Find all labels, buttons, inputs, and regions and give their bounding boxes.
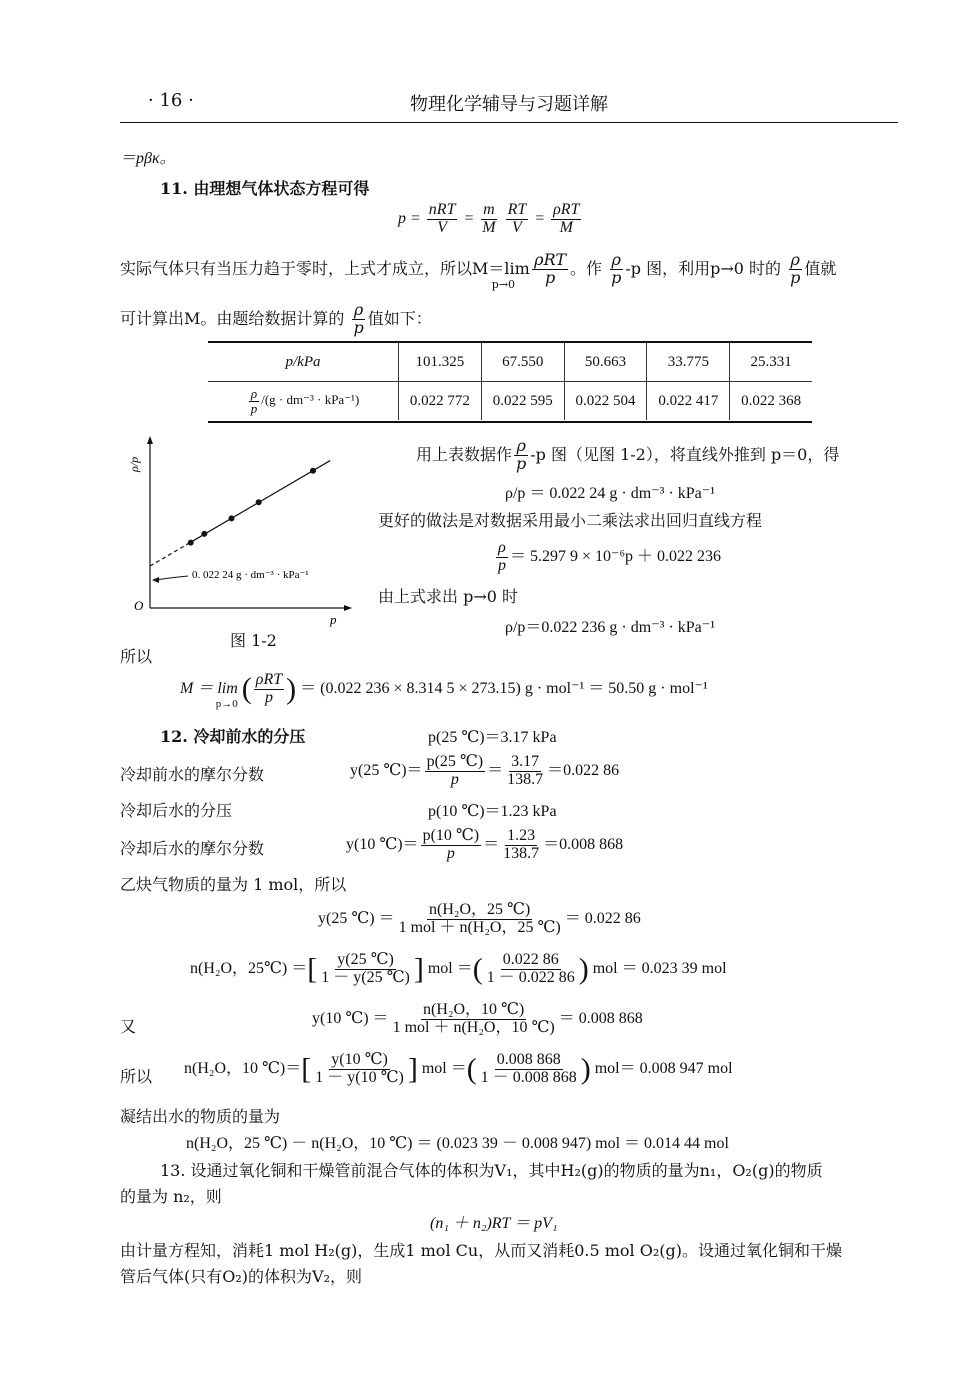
p12-line-c-label: 冷却后水的分压 (120, 801, 233, 820)
p12-line-g: n(H₂O，25 ℃) － n(H₂O，10 ℃) ＝ (0.023 39 － 0.008 947) mol ＝ 0.014 44 mol (186, 1135, 729, 1152)
equation-ideal-gas: p = $\frac{\text{nRT}}{V}$ = $\frac{m}{M}$ $\frac{RT}{V}$ = $\frac{\text{ρRT}}{M}$ (398, 201, 580, 236)
extrapolation-line (150, 542, 191, 566)
p12-eq-3: y(10 ℃) ＝ $\frac{\text{n(H₂O，10 ℃)}}{\text{1 mol ＋ n(H₂O，10 ℃)}}$ ＝ 0.008 868 (312, 1001, 643, 1036)
p12-line-e: 乙炔气物质的量为 1 mol，所以 (120, 875, 347, 894)
intercept-arrow (156, 576, 188, 580)
table-cell: 0.022 595 (481, 382, 564, 421)
molar-mass-equation: $M = \lim_{p\to 0}$ ( $\frac{\text{ρRT}}{p}$ ) ＝ (0.022 236 × 8.314 5 × 273.15) g · mol⁻¹ ＝ 50.50 g · mol⁻¹ (180, 671, 708, 710)
p13-line-d: 管后气体(只有O₂)的体积为V₂，则 (120, 1267, 362, 1286)
p13-line-c: 由计量方程知，消耗1 mol H₂(g)，生成1 mol Cu，从而又消耗0.5 mol O₂(g)。设通过氧化铜和干燥 (120, 1241, 842, 1260)
side-line-6: ρ/p＝0.022 236 g · dm⁻³ · kPa⁻¹ (505, 619, 716, 636)
table-cell: 101.325 (399, 343, 482, 382)
p12-eq-4: n(H₂O，10 ℃)＝[ $\frac{y(10 ℃)}{1 - y(10 ℃)}$ ] mol ＝( $\frac{0.008 868}{1 - 0.008 868}$ ) mol＝ 0.008 947 mol (184, 1051, 733, 1086)
table-cell: 0.022 772 (399, 382, 482, 421)
data-point (188, 540, 194, 546)
side-line-5: 由上式求出 p→0 时 (378, 587, 519, 606)
x-axis-arrow (344, 605, 352, 611)
p12-line-d-equation: y(10 ℃)＝ $\frac{p(10 ℃)}{p}$ ＝ $\frac{1.23}{138.7}$ ＝0.008 868 (346, 827, 624, 862)
y-axis-arrow (147, 436, 153, 444)
suoyi-label: 所以 (120, 647, 153, 666)
p12-line-c-value: p(10 ℃)＝1.23 kPa (428, 803, 557, 820)
figure-caption: 图 1-2 (230, 631, 277, 650)
figure-rho-p-plot (120, 430, 370, 630)
x-axis-label: p (330, 612, 337, 627)
problem-11-title: 11. 由理想气体状态方程可得 (160, 179, 370, 198)
data-point (256, 499, 262, 505)
table-cell: 0.022 417 (647, 382, 730, 421)
table-cell: 67.550 (481, 343, 564, 382)
intercept-arrowhead (152, 577, 159, 583)
p12-line-a-value: p(25 ℃)＝3.17 kPa (428, 729, 557, 746)
table-cell: 0.022 504 (564, 382, 647, 421)
table-cell: p/kPa (208, 343, 399, 382)
suoyi2-label: 所以 (120, 1067, 153, 1086)
p13-line-a: 13. 设通过氧化铜和干燥管前混合气体的体积为V₁，其中H₂(g)的物质的量为n₁，O₂(g)的物质 (160, 1161, 823, 1180)
p13-eq: (n₁ ＋ n₂)RT ＝ pV₁ (430, 1215, 558, 1232)
page-number: · 16 · (148, 90, 194, 111)
data-point (201, 531, 207, 537)
p12-line-d-label: 冷却后水的摩尔分数 (120, 839, 265, 858)
origin-label: O (134, 598, 144, 613)
line-pbk: ＝pβκ。 (120, 150, 176, 167)
side-line-1: 用上表数据作 $\frac{\rho}{p}$ -p 图（见图 1-2），将直线外推到 p＝0，得 (416, 436, 840, 473)
p13-line-b: 的量为 n₂，则 (120, 1187, 222, 1206)
table-cell: $\frac{\rho}{p}$ /(g · dm⁻³ · kPa⁻¹) (250, 385, 360, 416)
table-cell: 25.331 (730, 343, 812, 382)
table-cell: 0.022 368 (730, 382, 812, 421)
running-title: 物理化学辅导与习题详解 (410, 94, 608, 115)
p12-line-b-label: 冷却前水的摩尔分数 (120, 765, 265, 784)
p12-eq-1: y(25 ℃) ＝ $\frac{\text{n(H₂O，25 ℃)}}{\text{1 mol ＋ n(H₂O，25 ℃)}}$ ＝ 0.022 86 (318, 901, 641, 936)
y-axis-label: ρ/p (127, 456, 141, 472)
data-point (310, 468, 316, 474)
side-line-4: $\frac{\rho}{p}$ ＝ 5.297 9 × 10⁻⁶p ＋ 0.022 236 (498, 539, 722, 574)
p12-line-f: 凝结出水的物质的量为 (120, 1107, 281, 1126)
you-label: 又 (120, 1017, 137, 1036)
paragraph-compute: 可计算出M。由题给数据计算的 $\frac{\rho}{p}$ 值如下： (120, 300, 432, 337)
table-row (208, 382, 812, 421)
side-line-3: 更好的做法是对数据采用最小二乘法求出回归直线方程 (378, 511, 763, 530)
table-cell: 50.663 (564, 343, 647, 382)
paragraph-limit: 实际气体只有当压力趋于零时，上式才成立，所以$M=\lim_{p\to 0}$ $\frac{\text{ρRT}}{p}$ 。作 $\frac{\rho}{p}$ -p 图，利用p→0 时的 $\frac{\rho}{p}$ 值就 (120, 250, 837, 291)
p12-eq-2: n(H₂O，25℃) ＝[ $\frac{y(25 ℃)}{1 - y(25 ℃)}$ ] mol ＝( $\frac{0.022 86}{1 - 0.022 86}$ ) mol ＝ 0.023 39 mol (190, 951, 727, 986)
data-point (229, 515, 235, 521)
header-rule (120, 122, 898, 123)
table-bottom-rule (208, 421, 812, 423)
table-cell: 33.775 (647, 343, 730, 382)
data-table (208, 343, 812, 420)
side-line-2: ρ/p ＝ 0.022 24 g · dm⁻³ · kPa⁻¹ (505, 485, 716, 502)
intercept-label: 0. 022 24 g · dm⁻³ · kPa⁻¹ (192, 569, 309, 581)
table-row (208, 343, 812, 382)
p12-line-a-label: 12. 冷却前水的分压 (160, 727, 306, 746)
p12-line-b-equation: y(25 ℃)＝ $\frac{p(25 ℃)}{p}$ ＝ $\frac{3.17}{138.7}$ ＝0.022 86 (350, 753, 620, 788)
